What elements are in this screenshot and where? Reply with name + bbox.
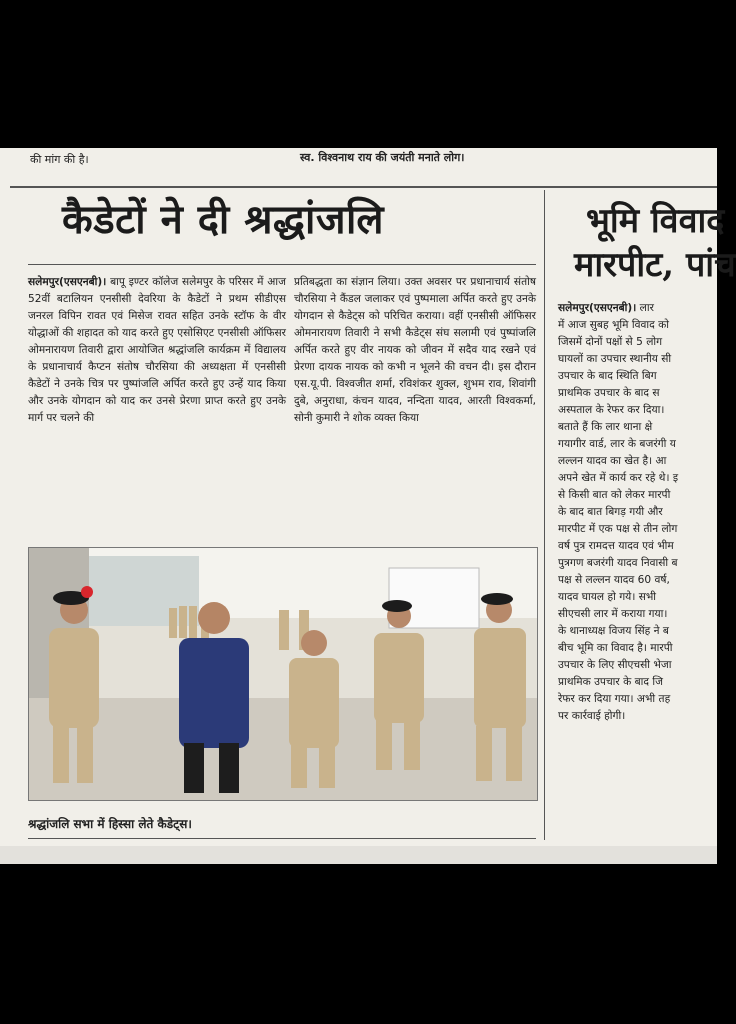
side-article-line: उपचार के लिए सीएचसी भेजा bbox=[558, 659, 672, 671]
headline: कैडेटों ने दी श्रद्धांजलि bbox=[62, 196, 385, 243]
side-article-line: प्राथमिक उपचार के बाद स bbox=[558, 387, 660, 399]
column-divider bbox=[544, 190, 545, 840]
side-article-line: से किसी बात को लेकर मारपी bbox=[558, 489, 671, 501]
article-column-1 bbox=[28, 274, 286, 546]
side-article-line: के बाद बात बिगड़ गयी और bbox=[558, 506, 663, 518]
side-article-line: के थानाध्यक्ष विजय सिंह ने ब bbox=[558, 625, 669, 637]
side-article-line: पर कार्रवाई होगी। bbox=[558, 710, 626, 722]
side-article-line: रेफर कर दिया गया। अभी तह bbox=[558, 693, 671, 705]
top-left-snippet: की मांग की है। bbox=[30, 153, 89, 166]
cadets-photo-illustration bbox=[29, 548, 537, 800]
side-article-line: वर्ष पुत्र रामदत्त यादव एवं भीम bbox=[558, 540, 674, 552]
article-text-2: प्रतिबद्धता का संज्ञान लिया। उक्त अवसर पर प्रधानाचार्य संतोष चौरसिया ने कैंडल जलाकर एवं पुष्पमाला अर्पित करते हुए उनके योगदान से कैडेट्स को परिचित कराया। वहीं एनसीसी ऑफिसर ओमनारायण तिवारी ने सभी कैडेट्स संघ सलामी एवं पुष्पांजलि अर्पित करते हुए वीर नायक को जीवन में सदैव याद रखने एवं प्रेरणा दायक नायक को कभी न भूलने की वचन दी। इस दौरान एस.यू.पी. विश्वजीत शर्मा, रविशंकर शुक्ल, शुभम राव, शिवांगी दुबे, अनुराधा, कंचन यादव, नन्दिता यादव, आरती विश्वकर्मा, सोनी कुमारी ने शोक व्यक्त किया bbox=[294, 276, 536, 424]
side-article-line: उपचार के बाद स्थिति बिग bbox=[558, 370, 657, 382]
article-column-2 bbox=[294, 274, 536, 546]
side-article-line: पुत्रगण बजरंगी यादव निवासी ब bbox=[558, 557, 678, 569]
side-article-line: मारपीट में एक पक्ष से तीन लोग bbox=[558, 523, 678, 535]
news-photo bbox=[28, 547, 538, 801]
side-article-line: घायलों का उपचार स्थानीय सी bbox=[558, 353, 672, 365]
side-article-line: में आज सुबह भूमि विवाद को bbox=[558, 319, 669, 331]
side-headline-1: भूमि विवाद bbox=[586, 201, 725, 241]
dateline-1: सलेमपुर(एसएनबी)। bbox=[28, 276, 107, 288]
side-article-line: प्राथमिक उपचार के बाद जि bbox=[558, 676, 664, 688]
side-article-line: गयागीर वार्ड, लार के बजरंगी य bbox=[558, 438, 676, 450]
caption-rule bbox=[28, 838, 536, 839]
headline-underline bbox=[28, 264, 536, 265]
side-article-line: बीच भूमि का विवाद है। मारपी bbox=[558, 642, 673, 654]
side-article-line: लल्लन यादव का खेत है। आ bbox=[558, 455, 667, 467]
page-bottom-strip bbox=[0, 846, 717, 864]
side-headline-2: मारपीट, पांच bbox=[574, 245, 736, 285]
side-article-line: बताते हैं कि लार थाना क्षे bbox=[558, 421, 653, 433]
side-article-line: सीएचसी लार में कराया गया। bbox=[558, 608, 668, 620]
side-article-column bbox=[558, 300, 717, 840]
side-article-line: पक्ष से लल्लन यादव 60 वर्ष, bbox=[558, 574, 670, 586]
side-article-line: लार bbox=[639, 302, 654, 314]
photo-caption: श्रद्धांजलि सभा में हिस्सा लेते कैडेट्स। bbox=[28, 817, 192, 831]
article-text-1: बापू इण्टर कॉलेज सलेमपुर के परिसर में आज 52वीं बटालियन एनसीसी देवरिया के कैडेटों ने प्रथम सीडीएस जनरल विपिन रावत एवं मिसेज रावत सहित उनके स्टॉफ के वीर योद्धाओं की शहादत को याद करते हुए एसोसिएट एनसीसी ऑफिसर ओमनारायण तिवारी द्वारा आयोजित श्रद्धांजलि कार्यक्रम में विद्यालय के प्रधानाचार्य कैप्टन संतोष चौरसिया की अध्यक्षता में एनसीसी कैडेटों ने उनके चित्र पर पुष्पांजलि अर्पित करते हुए उन्हें याद किया और उनके योगदान को याद कर उनसे प्रेरणा प्राप्त करते हुए उनके मार्ग पर चलने की bbox=[28, 276, 286, 424]
side-article-line: जिसमें दोनों पक्षों से 5 लोग bbox=[558, 336, 663, 348]
side-article-line: यादव घायल हो गये। सभी bbox=[558, 591, 657, 603]
dateline-3: सलेमपुर(एसएनबी)। bbox=[558, 302, 637, 314]
side-article-line: अपने खेत में कार्य कर रहे थे। इ bbox=[558, 472, 679, 484]
top-rule bbox=[10, 186, 717, 188]
side-article-line: अस्पताल के रेफर कर दिया। bbox=[558, 404, 665, 416]
top-right-snippet: स्व. विश्वनाथ राय की जयंती मनाते लोग। bbox=[300, 151, 465, 164]
